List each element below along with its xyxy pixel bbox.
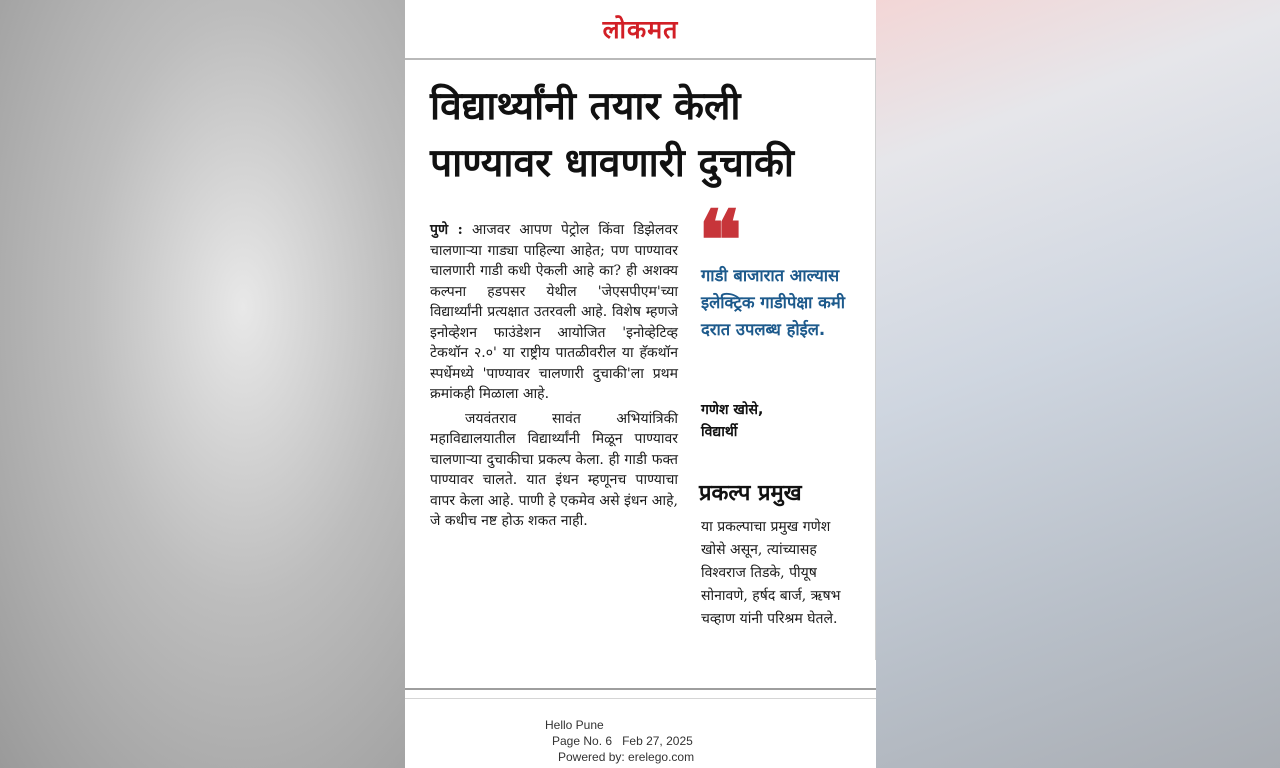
footer-powered-by: Powered by: erelego.com — [558, 750, 695, 764]
pull-quote-author: गणेश खोसे, — [701, 402, 764, 418]
article-headline — [430, 78, 850, 192]
article-paragraph-2: जयवंतराव सावंत अभियांत्रिकी महाविद्यालयातील विद्यार्थ्यांनी मिळून पाण्यावर चालणाऱ्या दुचाकीचा प्रकल्प केला. ही गाडी फक्त पाण्यावर चालते. यात इंधन म्हणूनच पाण्याचा वापर केला आहे. पाणी हे एकमेव असे इंधन आहे, जे कधीच नष्ट होऊ शकत नाही. — [430, 410, 678, 529]
footer-date: Feb 27, 2025 — [622, 734, 693, 748]
headline-line-1: विद्यार्थ्यांनी तयार केली — [430, 84, 741, 129]
dateline: पुणे : — [430, 222, 463, 238]
footer-rule-secondary — [405, 698, 876, 699]
lokmat-logo: लोकमत — [602, 15, 679, 44]
pull-quote-text: गाडी बाजारात आल्यास इलेक्ट्रिक गाडीपेक्षा कमी दरात उपलब्ध होईल. — [701, 266, 845, 339]
masthead — [405, 0, 876, 60]
column-divider — [875, 60, 876, 660]
headline-line-2: पाण्यावर धावणारी दुचाकी — [430, 141, 795, 186]
footer-rule — [405, 688, 876, 690]
sidebar-body: या प्रकल्पाचा प्रमुख गणेश खोसे असून, त्यांच्यासह विश्वराज तिडके, पीयूष सोनावणे, हर्षद बार्ज, ऋषभ चव्हाण यांनी परिश्रम घेतले. — [701, 519, 841, 627]
pull-quote-role: विद्यार्थी — [701, 424, 738, 440]
article-paragraph-1 — [430, 220, 678, 405]
blurred-background-left — [0, 0, 405, 768]
sidebar-title: प्रकल्प प्रमुख — [699, 481, 802, 506]
footer-page-date — [552, 733, 693, 749]
newspaper-clipping — [405, 0, 876, 768]
blurred-background-right — [876, 0, 1280, 768]
quote-mark-icon: ❝ — [698, 193, 743, 289]
article-body — [430, 220, 678, 536]
footer-page: Page No. 6 — [552, 734, 613, 748]
paragraph-1-text: आजवर आपण पेट्रोल किंवा डिझेलवर चालणाऱ्या गाड्या पाहिल्या आहेत; पण पाण्यावर चालणारी गाडी कधी ऐकली आहे का? ही अशक्य कल्पना हडपसर येथील 'जेएसपीएम'च्या विद्यार्थ्यांनी प्रत्यक्षात उतरवली आहे. विशेष म्हणजे इनोव्हेशन फाउंडेशन आयोजित 'इनोव्हेटिव्ह टेकथॉन २.०' या राष्ट्रीय पातळीवरील या हॅकथॉन स्पर्धेमध्ये 'पाण्यावर चालणारी दुचाकी'ला प्रथम क्रमांकही मिळाला आहे. — [430, 222, 678, 402]
footer-edition: Hello Pune — [545, 718, 604, 732]
